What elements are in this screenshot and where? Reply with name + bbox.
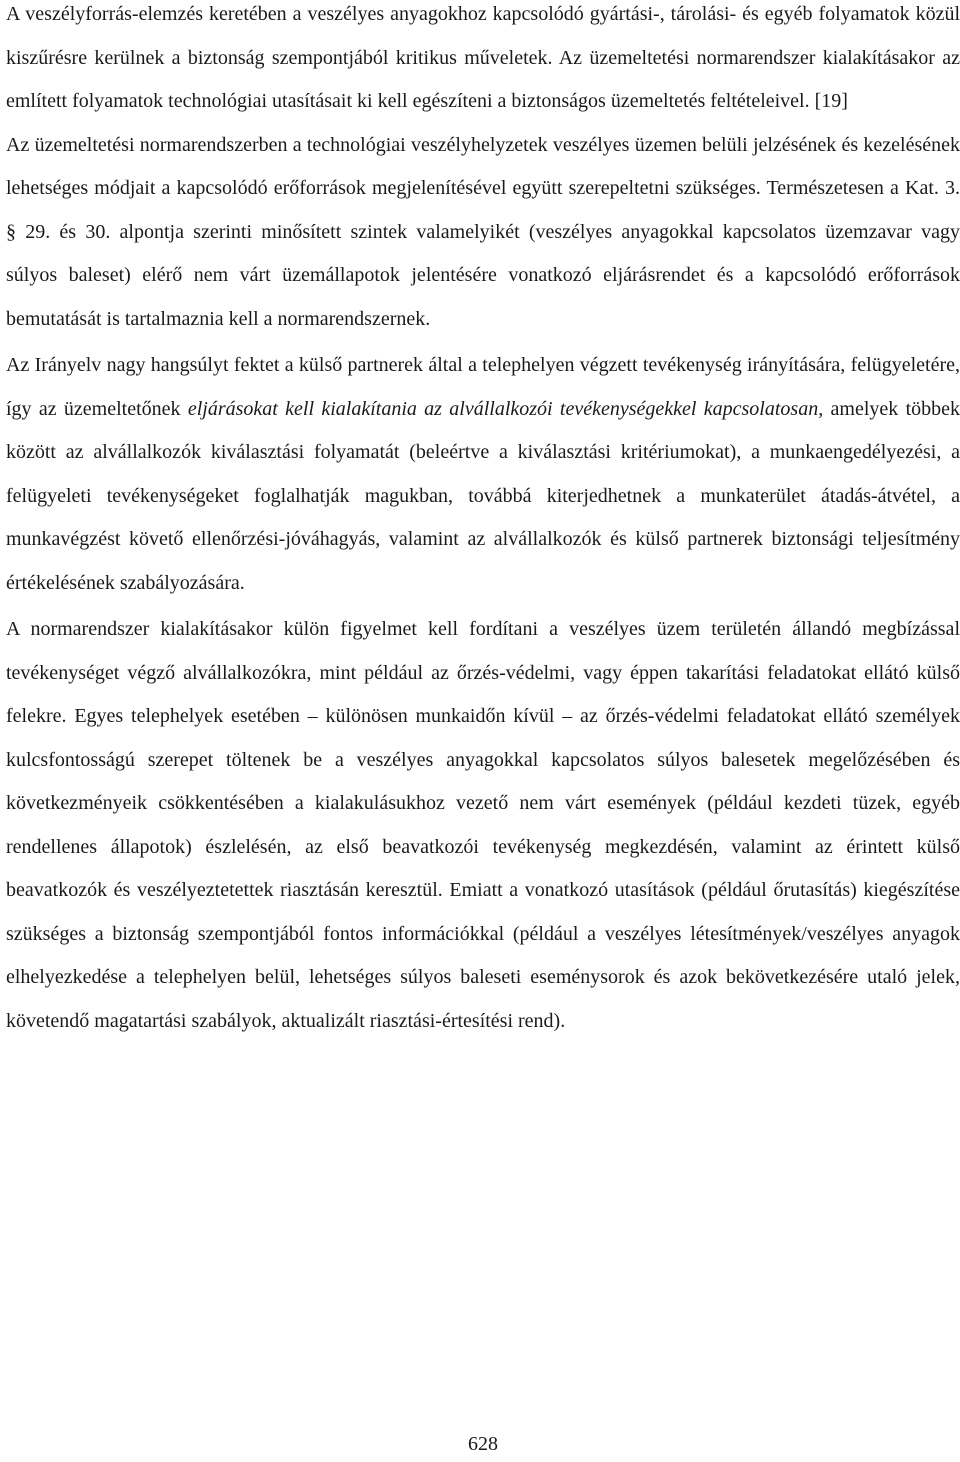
contractor-text-after: amelyek többek között az alvállalkozók kiválasztási folyamatát (beleértve a kiválasztási kritériumokat), a munkaengedélyezési, a felügyeleti tevékenységeket foglalhatják magukban, továbbá kiterjedhetnek a munkaterület átadás-átvétel, a munkavégzést követő ellenőrzési-jóváhagyás, valamint az alvállalkozók és külső partnerek biztonsági teljesítmény értékelésének szabályozására. bbox=[6, 397, 960, 594]
paragraph-hazard-analysis: A veszélyforrás-elemzés keretében a veszélyes anyagokhoz kapcsolódó gyártási-, tárolási- és egyéb folyamatok közül kiszűrésre kerülnek a biztonság szempontjából kritikus műveletek. Az üzemeltetési normarendszer kialakításakor az említett folyamatok technológiai utasításait ki kell egészíteni a biztonságos üzemeltetés feltételeivel. [19] bbox=[6, 3, 960, 112]
page-number: 628 bbox=[468, 1433, 498, 1455]
contractor-italic-phrase: eljárásokat kell kialakítania az alvállalkozói tevékenységekkel kapcsolatosan, bbox=[187, 397, 824, 420]
paragraph-emergency-signalling: Az üzemeltetési normarendszerben a technológiai veszélyhelyzetek veszélyes üzemen belüli jelzésének és kezelésének lehetséges módjait a kapcsolódó erőforrások megjelenítésével együtt szerepeltetni szükséges. Természetesen a Kat. 3. § 29. és 30. alpontja szerinti minősített szintek valamelyikét (veszélyes anyagokkal kapcsolatos üzemzavar vagy súlyos baleset) elérő nem várt üzemállapotok jelentésére vonatkozó eljárásrendet és a kapcsolódó erőforrások bemutatását is tartalmaznia kell a normarendszernek. bbox=[6, 133, 960, 330]
document-page bbox=[6, 0, 960, 1043]
contractor-text-before: Az Irányelv nagy hangsúlyt fektet a külső partnerek által a telephelyen végzett tevékenység irányítására, felügyeletére, így az üzemeltetőnek bbox=[6, 354, 960, 420]
paragraph-contractor-procedures bbox=[6, 344, 960, 605]
paragraph-security-contractors: A normarendszer kialakításakor külön figyelmet kell fordítani a veszélyes üzem területén állandó megbízással tevékenységet végző alvállalkozókra, mint például az őrzés-védelmi, vagy éppen takarítási feladatokat ellátó külső felekre. Egyes telephelyek esetében – különösen munkaidőn kívül – az őrzés-védelmi feladatokat ellátó személyek kulcsfontosságú szerepet töltenek be a veszélyes anyagokkal kapcsolatos súlyos balesetek megelőzésében és következményeik csökkentésében a kialakulásukhoz vezető nem várt események (például kezdeti tüzek, egyéb rendellenes állapotok) észlelésén, az első beavatkozói tevékenység megkezdésén, valamint az érintett külső beavatkozók és veszélyeztetettek riasztásán keresztül. Emiatt a vonatkozó utasítások (például őrutasítás) kiegészítése szükséges a biztonság szempontjából fontos információkkal (például a veszélyes létesítmények/veszélyes anyagok elhelyezkedése a telephelyen belül, lehetséges súlyos baleseti eseménysorok és azok bekövetkezésére utaló jelek, követendő magatartási szabályok, aktualizált riasztási-értesítési rend). bbox=[6, 618, 960, 1032]
